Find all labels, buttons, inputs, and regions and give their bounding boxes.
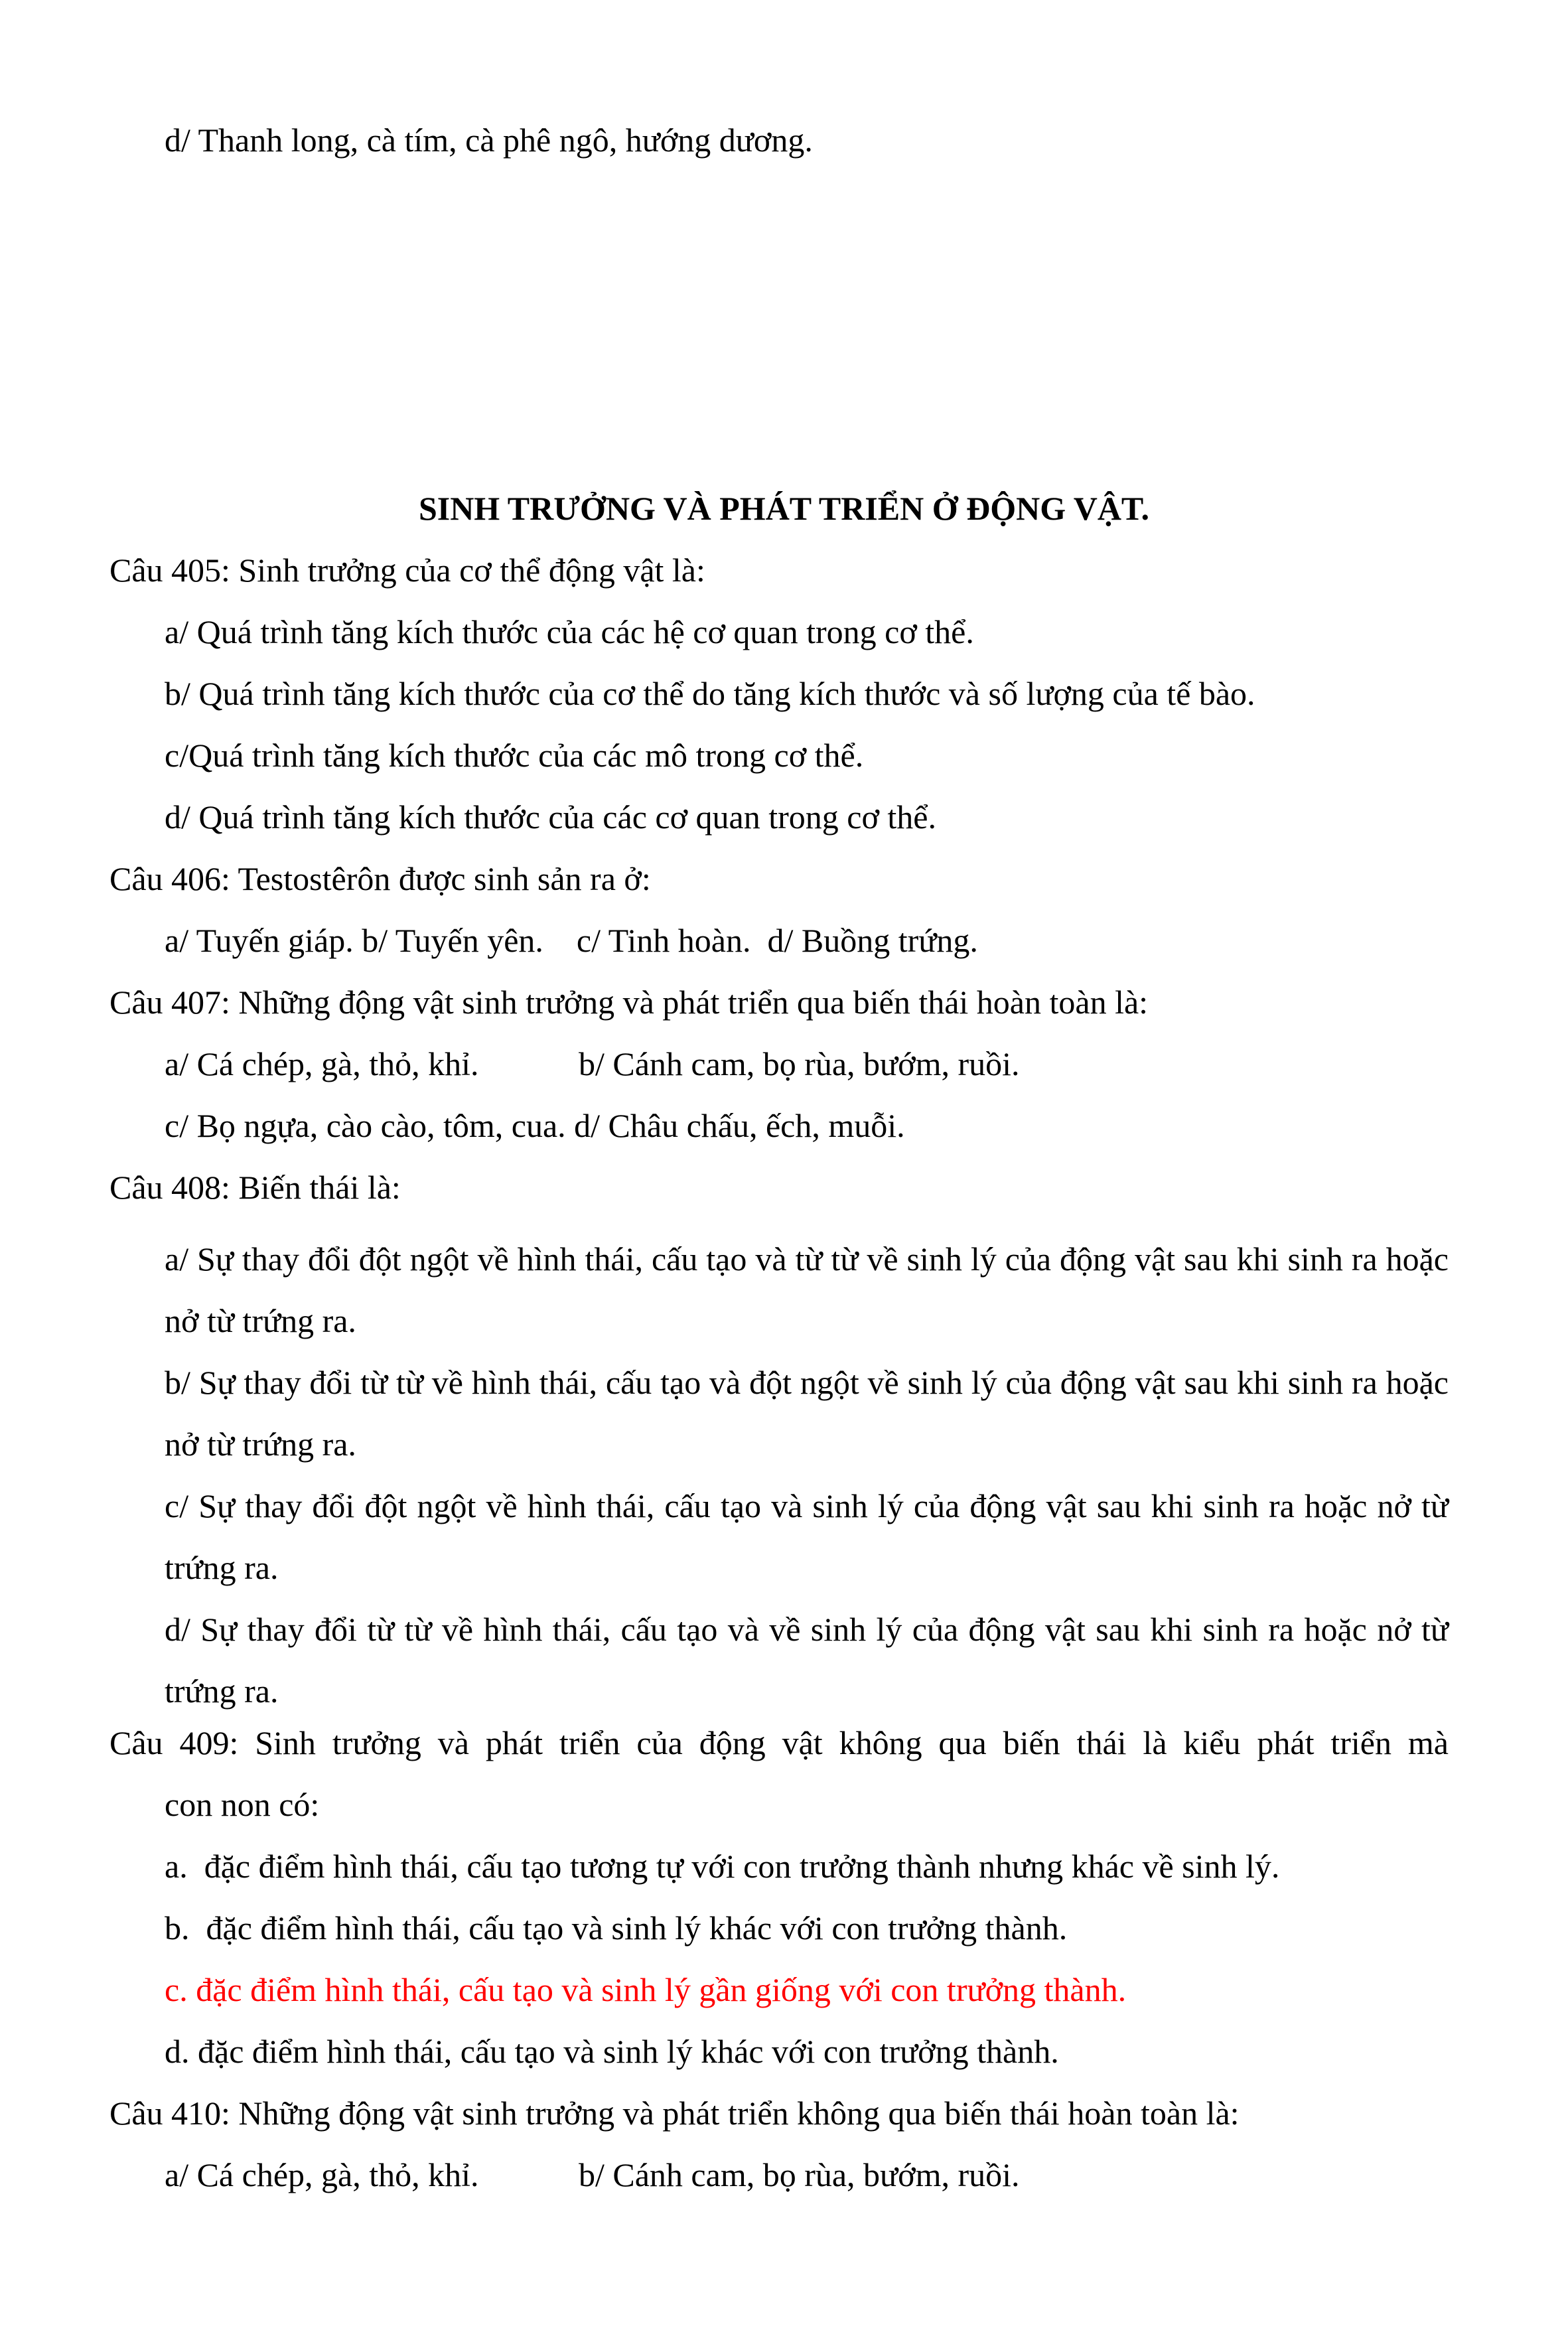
question-405-option-b: b/ Quá trình tăng kích thước của cơ thể do tăng kích thước và số lượng của tế bào. [165,675,1255,712]
question-408-stem: Câu 408: Biến thái là: [109,1169,401,1206]
section-title: SINH TRƯỞNG VÀ PHÁT TRIỂN Ở ĐỘNG VẬT. [418,490,1150,527]
question-409-option-a: a. đặc điểm hình thái, cấu tạo tương tự với con trưởng thành nhưng khác về sinh lý. [165,1848,1280,1885]
question-406-options: a/ Tuyến giáp. b/ Tuyến yên. c/ Tinh hoàn. d/ Buồng trứng. [165,922,978,959]
lead-option-d: d/ Thanh long, cà tím, cà phê ngô, hướng dương. [165,121,813,159]
question-409-stem: Câu 409: Sinh trưởng và phát triển của động vật không qua biến thái là kiểu phát triển mà [109,1724,1449,1761]
question-405-option-c: c/Quá trình tăng kích thước của các mô trong cơ thể. [165,737,864,774]
question-407-options-cd: c/ Bọ ngựa, cào cào, tôm, cua. d/ Châu chấu, ếch, muỗi. [165,1107,905,1144]
question-410-option-a: a/ Cá chép, gà, thỏ, khỉ. [165,2156,479,2193]
question-405-stem: Câu 405: Sinh trưởng của cơ thể động vật là: [109,551,705,589]
question-410-stem: Câu 410: Những động vật sinh trưởng và phát triển không qua biến thái hoàn toàn là: [109,2095,1240,2132]
question-407-option-b: b/ Cánh cam, bọ rùa, bướm, ruồi. [579,1045,1020,1082]
question-408-option-c: c/ Sự thay đổi đột ngột về hình thái, cấu tạo và sinh lý của động vật sau khi sinh ra hoặc nở từ trứng ra. [165,1487,1449,1586]
question-409-option-b: b. đặc điểm hình thái, cấu tạo và sinh lý khác với con trưởng thành. [165,1909,1068,1947]
question-405-option-d: d/ Quá trình tăng kích thước của các cơ quan trong cơ thể. [165,798,936,836]
question-410-option-b: b/ Cánh cam, bọ rùa, bướm, ruồi. [579,2156,1020,2193]
question-405-option-a: a/ Quá trình tăng kích thước của các hệ cơ quan trong cơ thể. [165,613,974,650]
question-408-option-d: d/ Sự thay đổi từ từ về hình thái, cấu tạo và về sinh lý của động vật sau khi sinh ra hoặc nở từ trứng ra. [165,1611,1449,1710]
question-407-stem: Câu 407: Những động vật sinh trưởng và phát triển qua biến thái hoàn toàn là: [109,984,1149,1021]
question-409-option-c-answer: c. đặc điểm hình thái, cấu tạo và sinh lý gần giống với con trưởng thành. [165,1971,1127,2008]
question-407-option-a: a/ Cá chép, gà, thỏ, khỉ. [165,1045,479,1082]
question-408-option-a: a/ Sự thay đổi đột ngột về hình thái, cấu tạo và từ từ về sinh lý của động vật sau khi sinh ra hoặc nở từ trứng ra. [165,1240,1449,1339]
question-409-option-d: d. đặc điểm hình thái, cấu tạo và sinh lý khác với con trưởng thành. [165,2033,1059,2070]
question-406-stem: Câu 406: Testostêrôn được sinh sản ra ở: [109,860,651,897]
question-409-stem-continued: con non có: [165,1786,320,1823]
question-408-option-b: b/ Sự thay đổi từ từ về hình thái, cấu tạo và đột ngột về sinh lý của động vật sau khi sinh ra hoặc nở từ trứng ra. [165,1364,1449,1463]
